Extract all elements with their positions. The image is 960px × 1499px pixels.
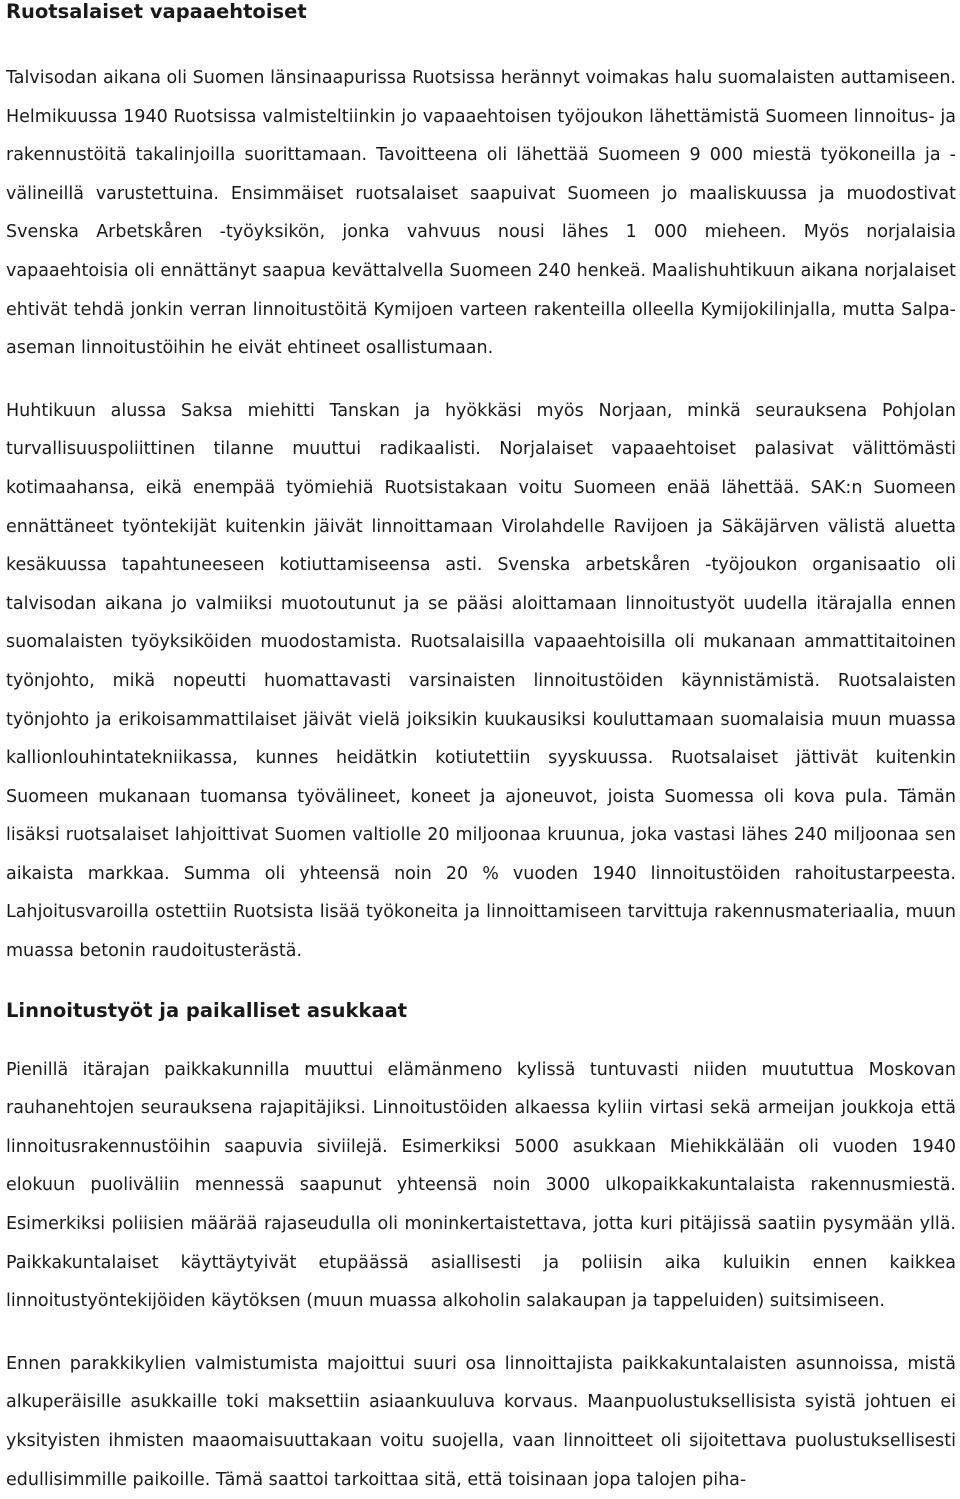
document-page xyxy=(6,0,956,1499)
paragraph-swedish-volunteers-2: Huhtikuun alussa Saksa miehitti Tanskan ja hyökkäsi myös Norjaan, minkä seurauksena Pohjolan turvallisuuspoliittinen tilanne muuttui radikaalisti. Norjalaiset vapaaehtoiset palasivat välittömästi kotimaahansa, eikä enempää työmiehiä Ruotsistakaan voitu Suomeen enää lähettää. SAK:n Suomeen ennättäneet työntekijät kuitenkin jäivät linnoittamaan Virolahdelle Ravijoen ja Säkäjärven välistä aluetta kesäkuussa tapahtuneeseen kotiuttamiseensa asti. Svenska arbetskåren -työjoukon organisaatio oli talvisodan aikana jo valmiiksi muotoutunut ja se pääsi aloittamaan linnoitustyöt uudella itärajalla ennen suomalaisten työyksiköiden muodostamista. Ruotsalaisilla vapaaehtoisilla oli mukanaan ammattitaitoinen työnjohto, mikä nopeutti huomattavasti varsinaisten linnoitustöiden käynnistämistä. Ruotsalaisten työnjohto ja erikoisammattilaiset jäivät vielä joiksikin kuukausiksi kouluttamaan suomalaisia muun muassa kallionlouhintatekniikassa, kunnes heidätkin kotiutettiin syyskuussa. Ruotsalaiset jättivät kuitenkin Suomeen mukanaan tuomansa työvälineet, koneet ja ajoneuvot, joista Suomessa oli kova pula. Tämän lisäksi ruotsalaiset lahjoittivat Suomen valtiolle 20 miljoonaa kruunua, joka vastasi lähes 240 miljoonaa sen aikaista markkaa. Summa oli yhteensä noin 20 % vuoden 1940 linnoitustöiden rahoitustarpeesta. Lahjoitusvaroilla ostettiin Ruotsista lisää työkoneita ja linnoittamiseen tarvittuja rakennusmateriaalia, muun muassa betonin raudoitusterästä. xyxy=(6,400,956,962)
section-heading-swedish-volunteers: Ruotsalaiset vapaaehtoiset xyxy=(6,0,307,23)
paragraph-fortification-locals-2: Ennen parakkikylien valmistumista majoittui suuri osa linnoittajista paikkakuntalaisten asunnoissa, mistä alkuperäisille asukkaille toki maksettiin asiaankuuluva korvaus. Maanpuolustuksellisista syistä johtuen ei yksityisten ihmisten maaomaisuuttakaan voitu suojella, vaan linnoitteet oli sijoitettava puolustuksellisesti edullisimmille paikoille. Tämä saattoi tarkoittaa sitä, että toisinaan jopa talojen piha- xyxy=(6,1353,956,1490)
section-heading-fortification-locals: Linnoitustyöt ja paikalliset asukkaat xyxy=(6,998,408,1022)
paragraph-swedish-volunteers-1: Talvisodan aikana oli Suomen länsinaapurissa Ruotsissa herännyt voimakas halu suomalaisten auttamiseen. Helmikuussa 1940 Ruotsissa valmisteltiinkin jo vapaaehtoisen työjoukon lähettämistä Suomeen linnoitus- ja rakennustöitä takalinjoilla suorittamaan. Tavoitteena oli lähettää Suomeen 9 000 miestä työkoneilla ja -välineillä varustettuina. Ensimmäiset ruotsalaiset saapuivat Suomeen jo maaliskuussa ja muodostivat Svenska Arbetskåren -työyksikön, jonka vahvuus nousi lähes 1 000 mieheen. Myös norjalaisia vapaaehtoisia oli ennättänyt saapua kevättalvella Suomeen 240 henkeä. Maalishuhtikuun aikana norjalaiset ehtivät tehdä jonkin verran linnoitustöitä Kymijoen varteen rakenteilla olleella Kymijokilinjalla, mutta Salpa-aseman linnoitustöihin he eivät ehtineet osallistumaan. xyxy=(6,68,956,359)
paragraph-fortification-locals-1: Pienillä itärajan paikkakunnilla muuttui elämänmeno kylissä tuntuvasti niiden muututtua Moskovan rauhanehtojen seurauksena rajapitäjiksi. Linnoitustöiden alkaessa kyliin virtasi sekä armeijan joukkoja että linnoitusrakennustöihin saapuvia siviilejä. Esimerkiksi 5000 asukkaan Miehikkälään oli vuoden 1940 elokuun puoliväliin mennessä saapunut yhteensä noin 3000 ulkopaikkakuntalaista rakennusmiestä. Esimerkiksi poliisien määrää rajaseudulla oli moninkertaistettava, jotta kuri pitäjissä saatiin pysymään yllä. Paikkakuntalaiset käyttäytyivät etupäässä asiallisesti ja poliisin aika kuluikin ennen kaikkea linnoitustyöntekijöiden käytöksen (muun muassa alkoholin salakaupan ja tappeluiden) suitsimiseen. xyxy=(6,1059,956,1312)
